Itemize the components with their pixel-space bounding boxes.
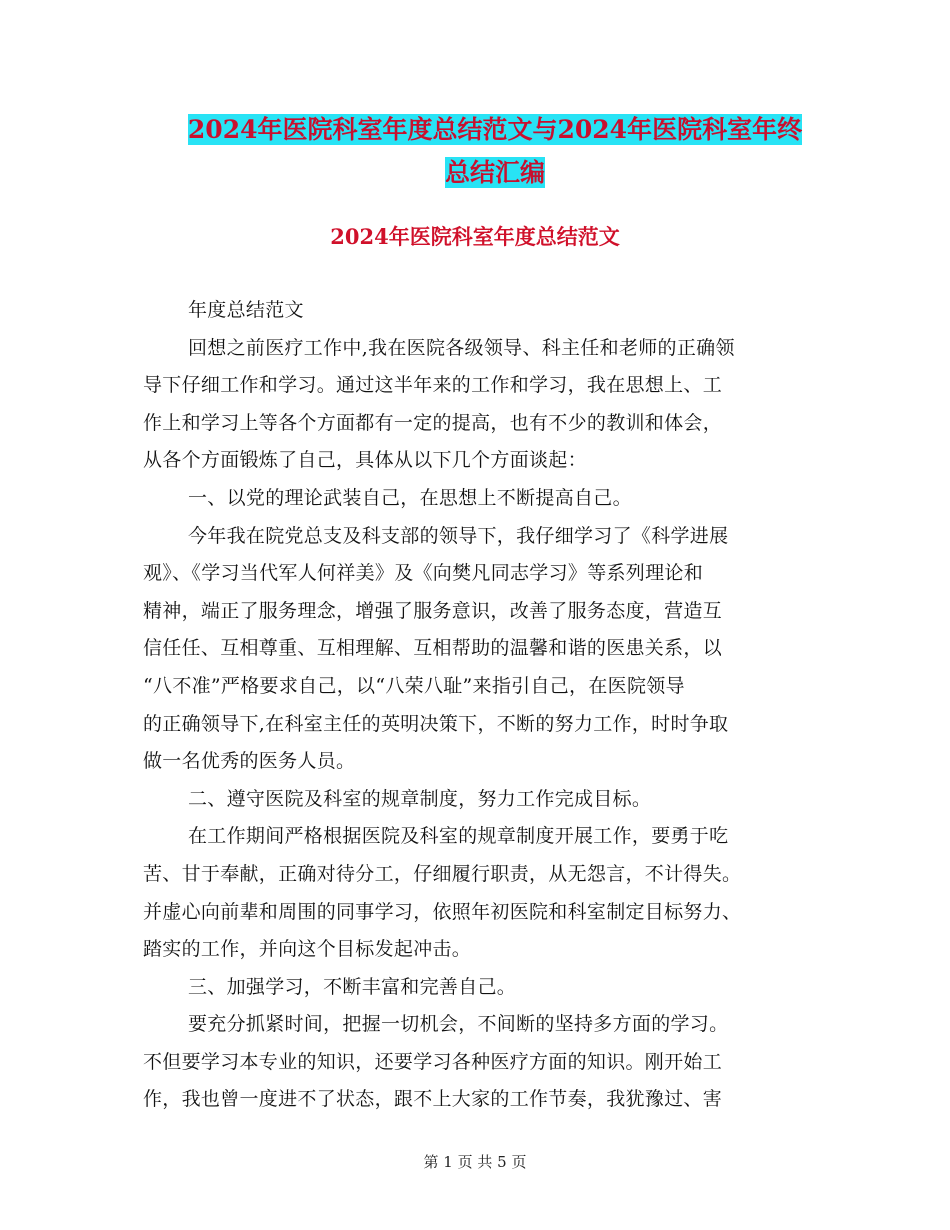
body-line: 三、加强学习，不断丰富和完善自己。 bbox=[188, 975, 517, 998]
body-line: 回想之前医疗工作中,我在医院各级领导、科主任和老师的正确领 bbox=[188, 336, 735, 359]
body-line: 不但要学习本专业的知识，还要学习各种医疗方面的知识。刚开始工 bbox=[143, 1050, 723, 1073]
section-heading: 2024年医院科室年度总结范文 bbox=[330, 224, 620, 249]
body-line: 二、遵守医院及科室的规章制度，努力工作完成目标。 bbox=[188, 787, 652, 810]
document-title-line-2-text: 总结汇编 bbox=[444, 158, 545, 187]
body-line: 导下仔细工作和学习。通过这半年来的工作和学习，我在思想上、工 bbox=[143, 374, 723, 397]
body-line: 作上和学习上等各个方面都有一定的提高，也有不少的教训和体会， bbox=[143, 411, 723, 434]
body-line: 从各个方面锻炼了自己，具体从以下几个方面谈起： bbox=[143, 449, 587, 472]
document-title-line-2 bbox=[140, 158, 850, 188]
body-line: 一、以党的理论武装自己，在思想上不断提高自己。 bbox=[188, 486, 632, 509]
body-line: 信任任、互相尊重、互相理解、互相帮助的温馨和谐的医患关系，以 bbox=[143, 637, 723, 660]
body-line: 作，我也曾一度进不了状态，跟不上大家的工作节奏，我犹豫过、害 bbox=[143, 1088, 723, 1111]
body-line: 要充分抓紧时间，把握一切机会，不间断的坚持多方面的学习。 bbox=[188, 1013, 729, 1036]
body-line: 精神，端正了服务理念，增强了服务意识，改善了服务态度，营造互 bbox=[143, 599, 723, 622]
document-title-line-1-text: 2024年医院科室年度总结范文与2024年医院科室年终 bbox=[187, 115, 803, 144]
body-line: 做一名优秀的医务人员。 bbox=[143, 750, 356, 773]
page-footer: 第 1 页 共 5 页 bbox=[423, 1153, 527, 1171]
body-line: 的正确领导下,在科室主任的英明决策下，不断的努力工作，时时争取 bbox=[143, 712, 729, 735]
body-line: 今年我在院党总支及科支部的领导下，我仔细学习了《科学进展 bbox=[188, 524, 729, 547]
body-line: 苦、甘于奉献，正确对待分工，仔细履行职责，从无怨言，不计得失。 bbox=[143, 862, 742, 885]
document-title-line-1 bbox=[140, 115, 850, 145]
body-line: 并虚心向前辈和周围的同事学习，依照年初医院和科室制定目标努力、 bbox=[143, 900, 742, 923]
body-line: 踏实的工作，并向这个目标发起冲击。 bbox=[143, 938, 472, 961]
body-line: 在工作期间严格根据医院及科室的规章制度开展工作，要勇于吃 bbox=[188, 825, 729, 848]
body-line: 观》、《学习当代军人何祥美》及《向樊凡同志学习》等系列理论和 bbox=[143, 562, 704, 585]
body-line: 年度总结范文 bbox=[188, 299, 304, 321]
body-text bbox=[143, 292, 808, 1119]
body-line: “八不准”严格要求自己，以“八荣八耻”来指引自己，在医院领导 bbox=[143, 674, 685, 697]
